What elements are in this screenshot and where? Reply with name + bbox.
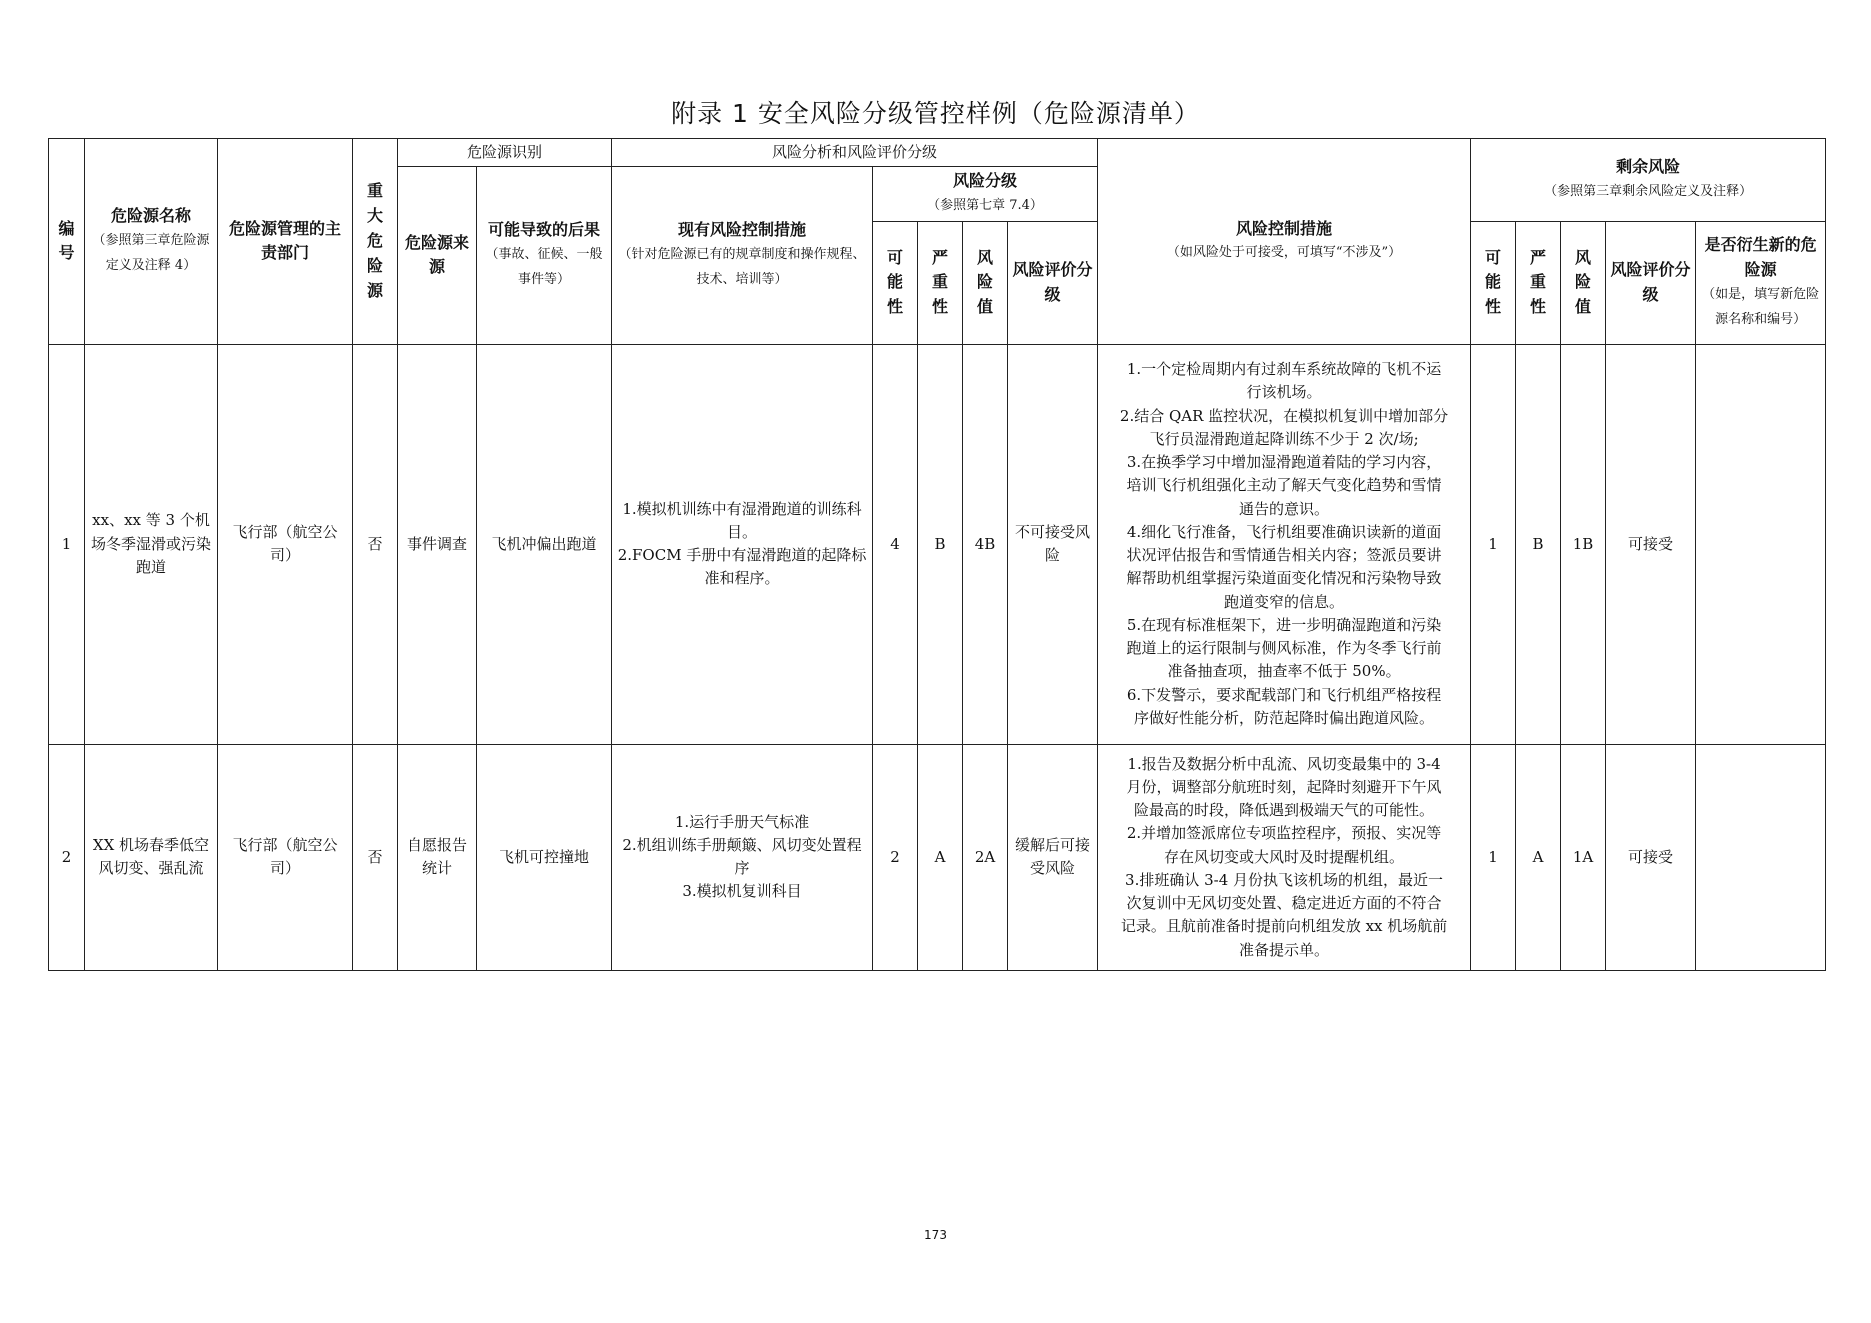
row-risk-value: 4B: [963, 344, 1008, 744]
row-measures: 1.报告及数据分析中乱流、风切变最集中的 3-4 月份，调整部分航班时刻，起降时刻避开下午风 险最高的时段，降低遇到极端天气的可能性。 2.并增加签派席位专项监控程序，预报、实况等 存在风切变或大风时及时提醒机组。 3.排班确认 3-4 月份执飞该机场的机组，最近一 次复训中无风切变处置、稳定进近方面的不符合 记录。且航前准备时提前向机组发放 xx 机场航前 准备提示单。: [1098, 744, 1471, 970]
row-source: 事件调查: [398, 344, 477, 744]
header-hazard-name: 危险源名称 （参照第三章危险源定义及注释 4）: [85, 139, 218, 345]
table-row: [49, 344, 1826, 744]
header-dept: 危险源管理的主责部门: [218, 139, 353, 345]
header-existing-controls: 现有风险控制措施 （针对危险源已有的规章制度和操作规程、技术、培训等）: [612, 167, 873, 344]
row-consequence: 飞机可控撞地: [477, 744, 612, 970]
row-severity: A: [918, 744, 963, 970]
row-possibility: 4: [873, 344, 918, 744]
row-dept: 飞行部（航空公司）: [218, 344, 353, 744]
page-number: 173: [924, 1228, 947, 1242]
row-res-severity: A: [1516, 744, 1561, 970]
row-risk-value: 2A: [963, 744, 1008, 970]
header-measures: 风险控制措施 （如风险处于可接受，可填写“不涉及”）: [1098, 139, 1471, 345]
header-new-hazard: 是否衍生新的危险源 （如是，填写新危险源名称和编号）: [1696, 221, 1826, 344]
row-res-possibility: 1: [1471, 744, 1516, 970]
row-res-eval: 可接受: [1606, 744, 1696, 970]
header-consequence: 可能导致的后果 （事故、征候、一般事件等）: [477, 167, 612, 344]
header-severity: 严 重 性: [918, 221, 963, 344]
page-title: 附录 1 安全风险分级管控样例（危险源清单）: [671, 99, 1200, 128]
row-new-hazard: [1696, 344, 1826, 744]
row-major: 否: [353, 744, 398, 970]
row-consequence: 飞机冲偏出跑道: [477, 344, 612, 744]
row-res-value: 1A: [1561, 744, 1606, 970]
row-dept: 飞行部（航空公司）: [218, 744, 353, 970]
header-risk-level-group: 风险分级 （参照第七章 7.4）: [873, 167, 1098, 221]
header-analysis-group: 风险分析和风险评价分级: [612, 139, 1098, 167]
row-hazard-name: XX 机场春季低空风切变、强乱流: [85, 744, 218, 970]
row-new-hazard: [1696, 744, 1826, 970]
header-possibility: 可 能 性: [873, 221, 918, 344]
row-hazard-name: xx、xx 等 3 个机场冬季湿滑或污染跑道: [85, 344, 218, 744]
header-risk-eval: 风险评价分级: [1008, 221, 1098, 344]
row-possibility: 2: [873, 744, 918, 970]
row-risk-eval: 不可接受风险: [1008, 344, 1098, 744]
row-existing-controls: 1.模拟机训练中有湿滑跑道的训练科目。 2.FOCM 手册中有湿滑跑道的起降标准和程序。: [612, 344, 873, 744]
header-major: 重 大 危 险 源: [353, 139, 398, 345]
row-res-severity: B: [1516, 344, 1561, 744]
table-row: [49, 744, 1826, 970]
row-seq: 2: [49, 744, 85, 970]
row-res-value: 1B: [1561, 344, 1606, 744]
header-res-eval: 风险评价分级: [1606, 221, 1696, 344]
row-risk-eval: 缓解后可接受风险: [1008, 744, 1098, 970]
row-res-possibility: 1: [1471, 344, 1516, 744]
header-source: 危险源来源: [398, 167, 477, 344]
row-severity: B: [918, 344, 963, 744]
header-identify-group: 危险源识别: [398, 139, 612, 167]
row-source: 自愿报告统计: [398, 744, 477, 970]
header-res-value: 风 险 值: [1561, 221, 1606, 344]
row-existing-controls: 1.运行手册天气标准 2.机组训练手册颠簸、风切变处置程序 3.模拟机复训科目: [612, 744, 873, 970]
row-res-eval: 可接受: [1606, 344, 1696, 744]
row-measures: 1.一个定检周期内有过刹车系统故障的飞机不运 行该机场。 2.结合 QAR 监控状况，在模拟机复训中增加部分 飞行员湿滑跑道起降训练不少于 2 次/场; 3.在换季学习中增加湿滑跑道着陆的学习内容， 培训飞行机组强化主动了解天气变化趋势和雪情 通告的意识。 4.细化飞行准备，飞行机组要准确识读新的道面 状况评估报告和雪情通告相关内容；签派员要讲 解帮助机组掌握污染道面变化情况和污染物导致 跑道变窄的信息。 5.在现有标准框架下，进一步明确湿跑道和污染 跑道上的运行限制与侧风标准，作为冬季飞行前 准备抽查项，抽查率不低于 50%。 6.下发警示，要求配载部门和飞行机组严格按程 序做好性能分析，防范起降时偏出跑道风险。: [1098, 344, 1471, 744]
header-res-possibility: 可 能 性: [1471, 221, 1516, 344]
header-res-severity: 严 重 性: [1516, 221, 1561, 344]
header-risk-value: 风 险 值: [963, 221, 1008, 344]
header-residual-group: 剩余风险 （参照第三章剩余风险定义及注释）: [1471, 139, 1826, 222]
header-seq: 编 号: [49, 139, 85, 345]
row-seq: 1: [49, 344, 85, 744]
hazard-list-table: [48, 138, 1826, 971]
row-major: 否: [353, 344, 398, 744]
header-row-1: [49, 139, 1826, 167]
